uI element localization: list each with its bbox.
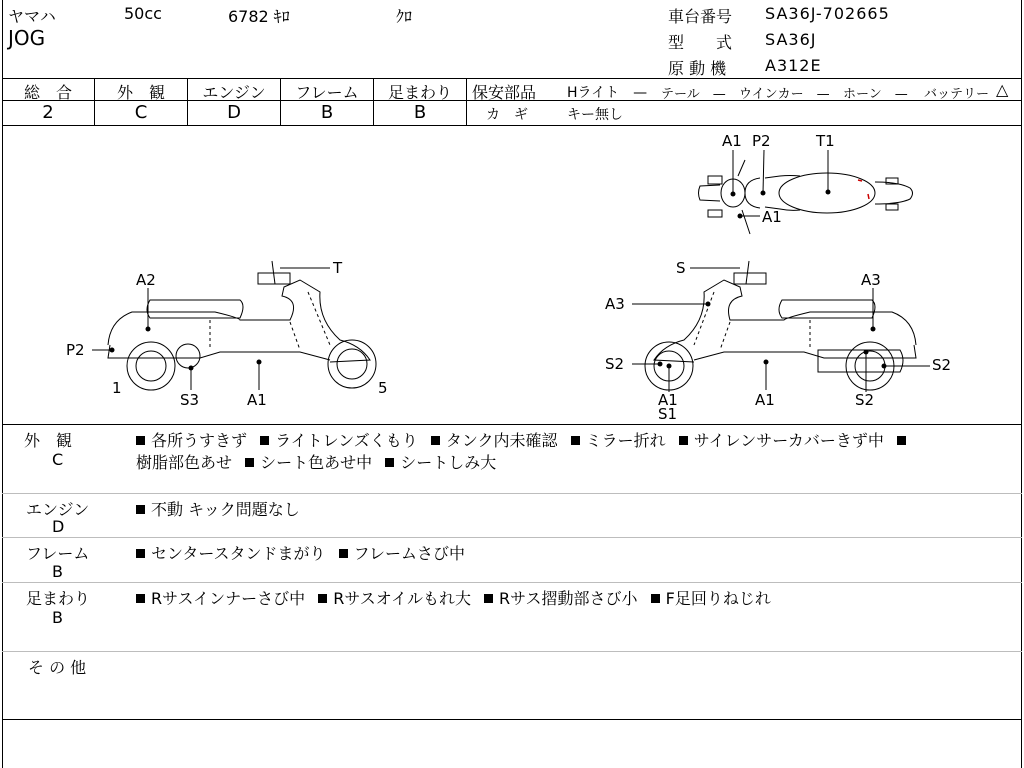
note-grade-suspension: B <box>52 608 63 627</box>
note-item: Rサスインナーさび中 <box>151 589 306 608</box>
marker-top-red <box>858 180 869 199</box>
note-item: 樹脂部色あせ <box>136 453 233 472</box>
note-label-other: そ の 他 <box>28 658 87 677</box>
notes-bottom-line <box>2 719 1022 720</box>
marker-right-a3a <box>706 302 711 307</box>
grade-label-engine: エンジン <box>202 83 266 102</box>
grade-value-exterior: C <box>134 102 148 123</box>
notes-divider-1 <box>2 493 1022 494</box>
label-left-1: 1 <box>112 379 122 397</box>
note-items-suspension <box>136 586 779 609</box>
note-label-exterior: 外 観 <box>24 431 73 450</box>
grade-sep-5 <box>466 78 467 126</box>
grade-value-frame: B <box>320 102 334 123</box>
note-item: シートしみ大 <box>400 453 497 472</box>
label-top-a1: A1 <box>722 132 742 150</box>
note-item: サイレンサーカバーきず中 <box>693 431 884 450</box>
note-item: センタースタンドまがり <box>151 544 326 563</box>
notes-divider-2 <box>2 537 1022 538</box>
type-label: 型 式 <box>668 33 733 52</box>
displacement: 50cc <box>124 4 162 23</box>
marker-right-s2a <box>658 362 663 367</box>
safety-tail: テール — <box>661 87 726 102</box>
diagram-bottom-line <box>2 424 1022 425</box>
marker-left-s3 <box>189 366 194 371</box>
marker-right-s2c <box>864 350 869 355</box>
grade-value-total: 2 <box>42 102 54 123</box>
grade-label-frame: フレーム <box>295 83 359 102</box>
note-item: ライトレンズくもり <box>275 431 418 450</box>
note-item: シート色あせ中 <box>260 453 373 472</box>
type-value: SA36J <box>765 30 817 49</box>
color: ｸﾛ <box>396 7 413 26</box>
note-item: 不動 キック問題なし <box>151 500 300 519</box>
label-left-t: T <box>333 259 343 277</box>
note-label-suspension: 足まわり <box>26 589 91 608</box>
marker-left-a2 <box>146 327 151 332</box>
mileage: 6782 ｷﾛ <box>228 7 290 26</box>
label-right-s2a: S2 <box>605 355 625 373</box>
key-value: キー無し <box>567 107 623 123</box>
marker-left-p2 <box>110 348 115 353</box>
note-items-exterior-2 <box>136 450 504 473</box>
engine-label: 原 動 機 <box>668 59 727 78</box>
note-item: Rサスオイルもれ大 <box>333 589 471 608</box>
model-name: JOG <box>8 26 46 50</box>
label-right-s2b: S2 <box>932 356 952 374</box>
scooter-top-view <box>699 160 913 234</box>
marker-right-a1b <box>764 360 769 365</box>
marker-right-a1a <box>667 364 672 369</box>
label-right-a1a: A1 <box>658 391 678 409</box>
label-right-a3a: A3 <box>605 295 625 313</box>
engine-value: A312E <box>765 56 822 75</box>
note-item: 各所うすきず <box>151 431 248 450</box>
grade-label-exterior: 外 観 <box>116 83 165 102</box>
label-left-a1: A1 <box>247 391 267 409</box>
grade-value-engine: D <box>227 102 241 123</box>
label-right-a3b: A3 <box>861 271 881 289</box>
label-left-s3: S3 <box>180 391 200 409</box>
chassis-label: 車台番号 <box>668 7 733 26</box>
note-item: タンク内未確認 <box>445 431 558 450</box>
grade-label-suspension: 足まわり <box>387 83 452 102</box>
label-left-5: 5 <box>378 379 388 397</box>
scooter-diagram <box>0 126 1024 424</box>
label-top-t1: T1 <box>816 132 835 150</box>
note-grade-frame: B <box>52 562 63 581</box>
notes-divider-4 <box>2 651 1022 652</box>
label-top-a1b: A1 <box>762 208 782 226</box>
label-right-s1: S1 <box>658 405 678 423</box>
grade-label-total: 総 合 <box>23 83 72 102</box>
maker: ヤマハ <box>8 7 56 26</box>
leader-top-p2 <box>763 150 764 193</box>
notes-divider-3 <box>2 582 1022 583</box>
note-item: Rサス摺動部さび小 <box>499 589 638 608</box>
safety-label: 保安部品 <box>472 83 537 102</box>
grade-value-suspension: B <box>413 102 427 123</box>
note-items-engine <box>136 497 308 520</box>
safety-hlight: Hライト — <box>567 85 648 101</box>
marker-right-s2b <box>882 364 887 369</box>
chassis-value: SA36J-702665 <box>765 4 890 23</box>
note-label-engine: エンジン <box>26 500 90 519</box>
note-item: ミラー折れ <box>585 431 666 450</box>
note-item: F足回りねじれ <box>665 589 771 608</box>
battery-warning-icon: △ <box>996 80 1009 99</box>
marker-left-a1 <box>257 360 262 365</box>
note-items-exterior <box>136 428 912 451</box>
key-label: カ ギ <box>486 107 528 123</box>
note-label-frame: フレーム <box>26 544 90 563</box>
safety-horn: ホーン — <box>843 87 908 102</box>
safety-battery: バッテリー <box>924 87 990 102</box>
note-grade-engine: D <box>52 517 65 536</box>
safety-winker: ウインカー — <box>739 87 830 102</box>
label-left-p2: P2 <box>66 341 85 359</box>
note-items-frame <box>136 541 473 564</box>
label-top-p2: P2 <box>752 132 771 150</box>
note-item: フレームさび中 <box>353 544 466 563</box>
label-right-a1b: A1 <box>755 391 775 409</box>
label-right-s: S <box>676 259 686 277</box>
label-right-s2c: S2 <box>855 391 875 409</box>
label-left-a2: A2 <box>136 271 156 289</box>
marker-right-a3b <box>871 327 876 332</box>
header-bottom-line <box>2 78 1022 79</box>
note-grade-exterior: C <box>52 450 64 469</box>
